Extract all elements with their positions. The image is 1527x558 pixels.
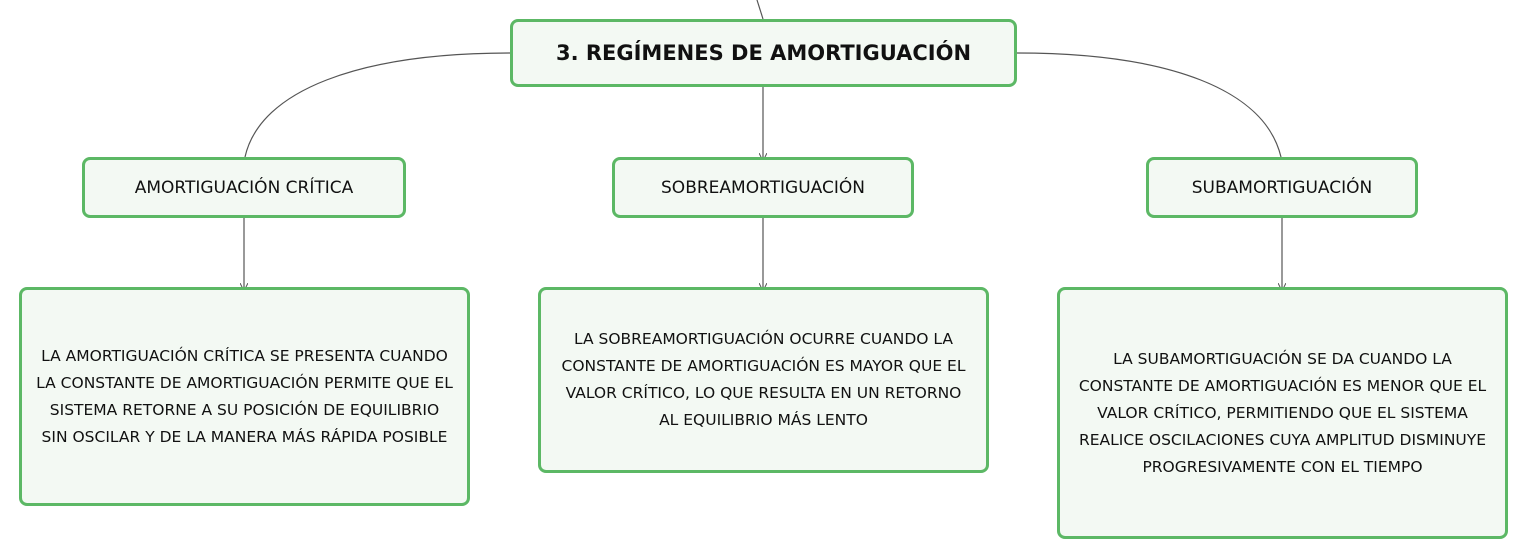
description-node-sobreamortiguacion[interactable] (538, 287, 989, 473)
branch-node-label: SUBAMORTIGUACIÓN (1191, 177, 1373, 198)
branch-node-amortiguacion-critica[interactable] (82, 157, 406, 218)
description-text: LA SUBAMORTIGUACIÓN SE DA CUANDO LA CONSTANTE DE AMORTIGUACIÓN ES MENOR QUE EL VALOR CRÍTICO, PERMITIENDO QUE EL SISTEMA REALICE OSCILACIONES CUYA AMPLITUD DISMINUYE PROGRESIVAMENTE CON EL TIEMPO (1078, 349, 1487, 476)
description-node-amortiguacion-critica[interactable] (19, 287, 470, 506)
root-node[interactable] (510, 19, 1017, 87)
description-text: LA SOBREAMORTIGUACIÓN OCURRE CUANDO LA CONSTANTE DE AMORTIGUACIÓN ES MAYOR QUE EL VALOR CRÍTICO, LO QUE RESULTA EN UN RETORNO AL EQUILIBRIO MÁS LENTO (561, 330, 966, 429)
description-text: LA AMORTIGUACIÓN CRÍTICA SE PRESENTA CUANDO LA CONSTANTE DE AMORTIGUACIÓN PERMITE QUE EL SISTEMA RETORNE A SU POSICIÓN DE EQUILIBRIO SIN OSCILAR Y DE LA MANERA MÁS RÁPIDA POSIBLE (36, 346, 453, 446)
connector-root-to-amortiguacion-critica (245, 53, 510, 157)
branch-node-sobreamortiguacion[interactable] (612, 157, 914, 218)
branch-node-subamortiguacion[interactable] (1146, 157, 1418, 218)
branch-node-label: AMORTIGUACIÓN CRÍTICA (134, 177, 354, 198)
description-node-subamortiguacion[interactable] (1057, 287, 1508, 539)
connector-root-to-subamortiguacion (1017, 53, 1281, 157)
root-node-label: 3. REGÍMENES DE AMORTIGUACIÓN (555, 41, 972, 65)
incoming-connector (757, 0, 763, 19)
branch-node-label: SOBREAMORTIGUACIÓN (661, 177, 865, 198)
